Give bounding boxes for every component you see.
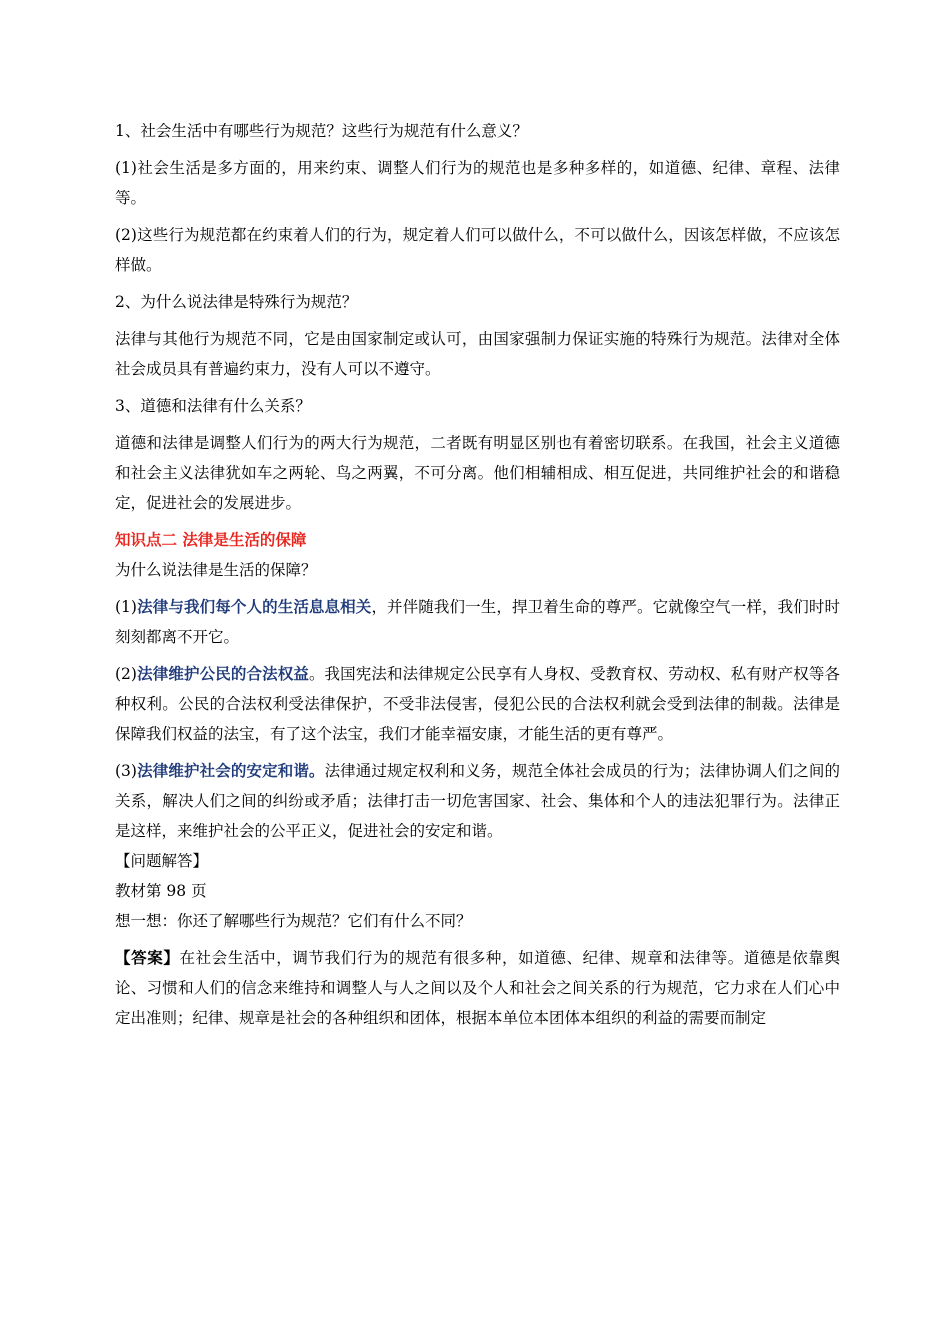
item-prefix: (1) [115,598,137,616]
item-emphasis: 法律维护公民的合法权益 [136,664,309,683]
knowledge-point-2-item-2 [115,659,840,749]
qa-prompt: 想一想：你还了解哪些行为规范？它们有什么不同？ [115,912,472,930]
question-1-answer-part-2: (2)这些行为规范都在约束着人们的行为，规定着人们可以做什么，不可以做什么，因该怎样做，不应该怎样做。 [115,226,840,274]
knowledge-point-2-item-1 [115,592,840,652]
question-2-answer: 法律与其他行为规范不同，它是由国家制定或认可，由国家强制力保证实施的特殊行为规范。法律对全体社会成员具有普遍约束力，没有人可以不遵守。 [115,330,840,378]
answer-tag: 【答案】 [115,948,180,967]
item-emphasis: 法律与我们每个人的生活息息相关 [136,597,372,616]
item-text: 法律通过规定权利和义务，规范全体社会成员的行为；法律协调人们之间的关系，解决人们之间的纠纷或矛盾；法律打击一切危害国家、社会、集体和个人的违法犯罪行为。法律正是这样，来维护社会的公平正义，促进社会的安定和谐。 [115,762,840,840]
knowledge-point-2-question: 为什么说法律是生活的保障？ [115,561,317,579]
item-emphasis: 法律维护社会的安定和谐。 [136,761,325,780]
knowledge-point-2-title: 知识点二 法律是生活的保障 [115,530,307,549]
item-text: 。我国宪法和法律规定公民享有人身权、受教育权、劳动权、私有财产权等各种权利。公民的合法权利受法律保护，不受非法侵害，侵犯公民的合法权利就会受到法律的制裁。法律是保障我们权益的法宝，有了这个法宝，我们才能幸福安康，才能生活的更有尊严。 [115,665,840,743]
question-3-answer: 道德和法律是调整人们行为的两大行为规范，二者既有明显区别也有着密切联系。在我国，社会主义道德和社会主义法律犹如车之两轮、鸟之两翼，不可分离。他们相辅相成、相互促进，共同维护社会的和谐稳定，促进社会的发展进步。 [115,434,840,512]
question-1: 1、社会生活中有哪些行为规范？这些行为规范有什么意义？ [115,122,528,140]
question-2: 2、为什么说法律是特殊行为规范？ [115,293,358,311]
knowledge-point-2-item-3 [115,756,840,846]
answer-text: 在社会生活中，调节我们行为的规范有很多种，如道德、纪律、规章和法律等。道德是依靠舆论、习惯和人们的信念来维持和调整人与人之间以及个人和社会之间关系的行为规范，它力求在人们心中定出准则；纪律、规章是社会的各种组织和团体，根据本单位本团体本组织的利益的需要而制定 [115,949,840,1027]
document-page [115,116,840,1033]
question-3: 3、道德和法律有什么关系？ [115,397,311,415]
qa-heading: 【问题解答】 [115,852,209,870]
item-prefix: (2) [115,665,137,683]
qa-answer [115,943,840,1033]
item-text: ，并伴随我们一生，捍卫着生命的尊严。它就像空气一样，我们时时刻刻都离不开它。 [115,598,840,646]
textbook-page-ref: 教材第 98 页 [115,882,207,900]
question-1-answer-part-1: (1)社会生活是多方面的，用来约束、调整人们行为的规范也是多种多样的，如道德、纪律、章程、法律等。 [115,159,840,207]
item-prefix: (3) [115,762,137,780]
